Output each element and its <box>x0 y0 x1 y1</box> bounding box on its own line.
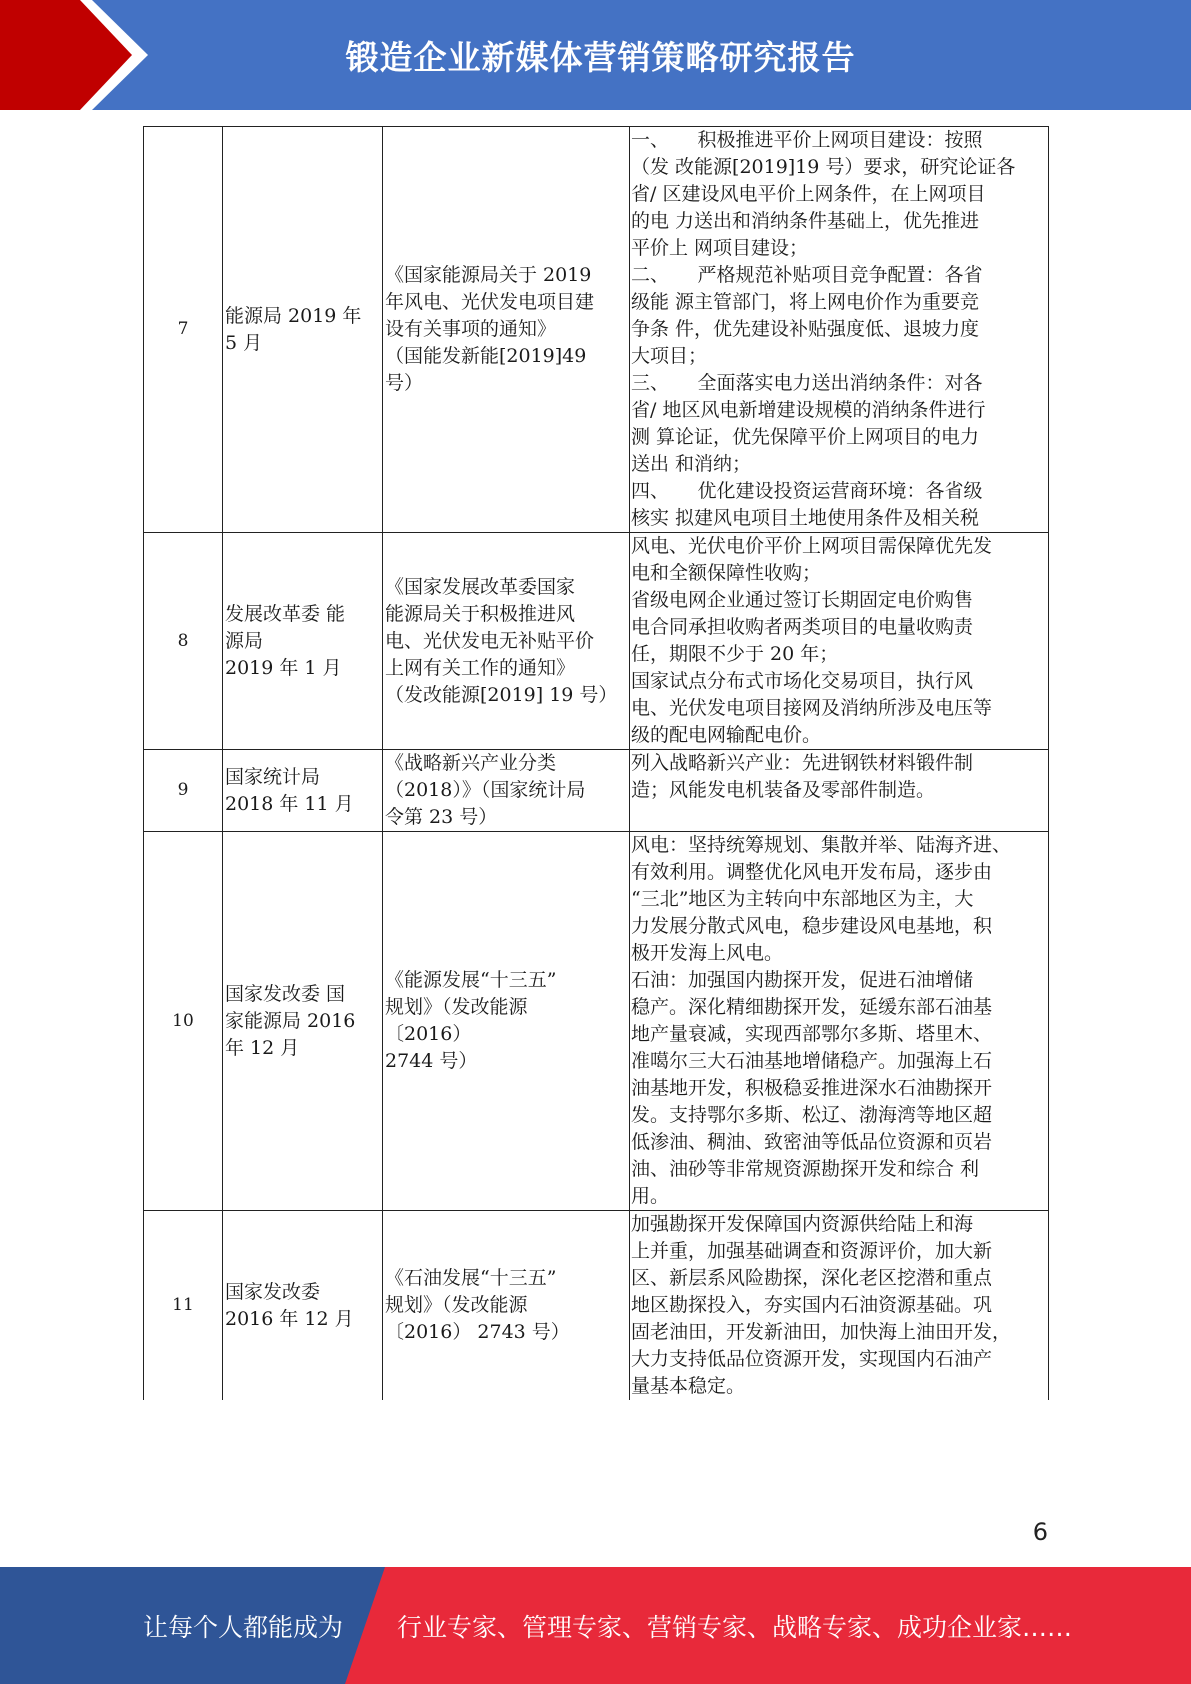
issuer-cell <box>223 533 383 750</box>
document-cell-line: 电、光伏发电无补贴平价 <box>385 629 595 652</box>
content-cell-line: 送出 和消纳； <box>631 453 752 475</box>
content-cell-line: 极开发海上风电。 <box>631 942 784 964</box>
content-cell-line: 发。支持鄂尔多斯、松辽、渤海湾等地区超 <box>631 1104 993 1126</box>
row-number-cell: 10 <box>144 832 223 1211</box>
content-cell-line: 国家试点分布式市场化交易项目，执行风 <box>631 670 974 692</box>
document-cell-line: 规划》（发改能源 <box>385 996 528 1018</box>
row-number-cell: 9 <box>144 750 223 832</box>
content-cell-line: 一、 积极推进平价上网项目建设：按照 <box>631 129 983 151</box>
content-cell-line: 上并重，加强基础调查和资源评价，加大新 <box>631 1240 993 1262</box>
content-cell-line: 二、 严格规范补贴项目竞争配置：各省 <box>631 264 983 286</box>
content-cell-line: 有效利用。调整优化风电开发布局，逐步由 <box>631 861 993 883</box>
content-cell-line: 的电 力送出和消纳条件基础上，优先推进 <box>631 210 980 232</box>
content-cell-line: 油基地开发，积极稳妥推进深水石油勘探开 <box>631 1077 993 1099</box>
issuer-cell-line: 2019 年 1 月 <box>225 656 342 679</box>
issuer-cell-line: 2016 年 12 月 <box>225 1307 354 1330</box>
document-cell-line: 上网有关工作的通知》 <box>385 656 576 679</box>
policy-table-body <box>144 127 1049 1401</box>
document-cell-line: 规划》（发改能源 <box>385 1294 528 1316</box>
document-cell-line: 〔2016） <box>385 1023 472 1045</box>
issuer-cell-line: 发展改革委 能 <box>225 602 346 625</box>
content-cell-line: 油、油砂等非常规资源勘探开发和综合 利 <box>631 1158 980 1180</box>
document-cell <box>383 533 630 750</box>
content-cell-line: 省/ 地区风电新增建设规模的消纳条件进行 <box>631 399 986 421</box>
content-cell-line: 用。 <box>631 1185 670 1207</box>
document-cell <box>383 750 630 832</box>
content-cell-line: 力发展分散式风电，稳步建设风电基地，积 <box>631 915 993 937</box>
document-cell <box>383 832 630 1211</box>
table-row <box>144 1211 1049 1401</box>
content-cell <box>630 832 1049 1211</box>
content-cell-line: 列入战略新兴产业：先进钢铁材料锻件制 <box>631 752 974 774</box>
issuer-cell-line: 国家发改委 国 <box>225 982 346 1005</box>
document-cell <box>383 1211 630 1401</box>
content-cell-line: 准噶尔三大石油基地增储稳产。加强海上石 <box>631 1050 993 1072</box>
content-cell <box>630 127 1049 533</box>
document-cell-line: 能源局关于积极推进风 <box>385 602 576 625</box>
issuer-cell <box>223 1211 383 1401</box>
issuer-cell-line: 源局 <box>225 629 264 652</box>
table-row <box>144 533 1049 750</box>
document-cell-line: 《能源发展“十三五” <box>385 969 557 991</box>
document-cell-line: 年风电、光伏发电项目建 <box>385 291 595 313</box>
content-cell-line: 低渗油、稠油、致密油等低品位资源和页岩 <box>631 1131 993 1153</box>
content-cell-line: 级的配电网输配电价。 <box>631 724 822 746</box>
content-cell-line: 电合同承担收购者两类项目的电量收购责 <box>631 616 974 638</box>
footer-slogan-right: 行业专家、管理专家、营销专家、战略专家、成功企业家…… <box>397 1612 1073 1642</box>
row-number-cell: 7 <box>144 127 223 533</box>
document-cell-line: 号） <box>385 372 424 394</box>
content-cell-line: 石油：加强国内勘探开发，促进石油增储 <box>631 969 974 991</box>
document-cell-line: 〔2016） 2743 号） <box>385 1321 570 1343</box>
content-cell-line: 省/ 区建设风电平价上网条件，在上网项目 <box>631 183 986 205</box>
issuer-cell-line: 国家发改委 <box>225 1280 321 1303</box>
content-cell-line: 造；风能发电机装备及零部件制造。 <box>631 779 936 801</box>
content-cell-line: 争条 件，优先建设补贴强度低、退坡力度 <box>631 318 980 340</box>
content-cell-line: 电和全额保障性收购； <box>631 562 822 584</box>
issuer-cell-line: 能源局 2019 年 <box>225 304 362 327</box>
document-cell-line: 设有关事项的通知》 <box>385 318 557 340</box>
content-cell <box>630 1211 1049 1401</box>
content-cell-line: 平价上 网项目建设； <box>631 237 809 259</box>
document-cell-line: （发改能源[2019] 19 号） <box>385 683 618 706</box>
report-title: 锻造企业新媒体营销策略研究报告 <box>345 37 856 77</box>
document-cell-line: 《国家发展改革委国家 <box>385 575 576 598</box>
document-cell-line: 《石油发展“十三五” <box>385 1267 557 1289</box>
issuer-cell <box>223 127 383 533</box>
table-row <box>144 127 1049 533</box>
content-cell-line: 级能 源主管部门，将上网电价作为重要竞 <box>631 291 980 313</box>
footer-banner <box>0 1567 1191 1684</box>
issuer-cell-line: 5 月 <box>225 331 263 354</box>
content-cell-line: 大项目； <box>631 345 708 367</box>
content-cell <box>630 533 1049 750</box>
document-cell-line: 2744 号） <box>385 1050 478 1072</box>
issuer-cell <box>223 832 383 1211</box>
document-cell <box>383 127 630 533</box>
document-cell-line: 令第 23 号） <box>385 806 498 828</box>
document-cell-line: 《战略新兴产业分类 <box>385 752 557 774</box>
header-bar <box>0 0 1191 110</box>
content-cell-line: “三北”地区为主转向中东部地区为主，大 <box>631 888 974 910</box>
table-row <box>144 832 1049 1211</box>
footer-slogan-left: 让每个人都能成为 <box>143 1612 344 1642</box>
document-cell-line: 《国家能源局关于 2019 <box>385 264 592 286</box>
document-cell-line: （2018）》（国家统计局 <box>385 779 586 801</box>
row-number-cell: 11 <box>144 1211 223 1401</box>
issuer-cell-line: 年 12 月 <box>225 1036 300 1059</box>
content-cell <box>630 750 1049 832</box>
content-cell-line: 量基本稳定。 <box>631 1375 746 1397</box>
content-cell-line: 地产量衰减，实现西部鄂尔多斯、塔里木、 <box>631 1023 993 1045</box>
policy-table <box>143 126 1049 1400</box>
issuer-cell <box>223 750 383 832</box>
content-cell-line: 大力支持低品位资源开发，实现国内石油产 <box>631 1348 993 1370</box>
content-cell-line: 任，期限不少于 20 年； <box>631 643 839 665</box>
content-cell-line: 风电：坚持统筹规划、集散并举、陆海齐进、 <box>631 834 1012 856</box>
content-cell-line: 四、 优化建设投资运营商环境：各省级 <box>631 480 983 502</box>
content-cell-line: 核实 拟建风电项目土地使用条件及相关税 <box>631 507 980 529</box>
content-cell-line: 省级电网企业通过签订长期固定电价购售 <box>631 589 974 611</box>
content-cell-line: 测 算论证，优先保障平价上网项目的电力 <box>631 426 980 448</box>
issuer-cell-line: 国家统计局 <box>225 765 321 788</box>
row-number-cell: 8 <box>144 533 223 750</box>
page-number: 6 <box>1032 1518 1048 1546</box>
content-cell-line: 固老油田，开发新油田，加快海上油田开发， <box>631 1321 1012 1343</box>
table-row <box>144 750 1049 832</box>
issuer-cell-line: 2018 年 11 月 <box>225 792 354 815</box>
content-cell-line: 区、新层系风险勘探，深化老区挖潜和重点 <box>631 1267 993 1289</box>
content-cell-line: 加强勘探开发保障国内资源供给陆上和海 <box>631 1213 974 1235</box>
document-cell-line: （国能发新能[2019]49 <box>385 345 587 367</box>
content-cell-line: （发 改能源[2019]19 号）要求，研究论证各 <box>631 156 1016 178</box>
content-cell-line: 稳产。深化精细勘探开发，延缓东部石油基 <box>631 996 993 1018</box>
content-cell-line: 风电、光伏电价平价上网项目需保障优先发 <box>631 535 993 557</box>
issuer-cell-line: 家能源局 2016 <box>225 1009 356 1032</box>
content-cell-line: 三、 全面落实电力送出消纳条件：对各 <box>631 372 983 394</box>
content-cell-line: 电、光伏发电项目接网及消纳所涉及电压等 <box>631 697 993 719</box>
content-cell-line: 地区勘探投入，夯实国内石油资源基础。巩 <box>631 1294 993 1316</box>
